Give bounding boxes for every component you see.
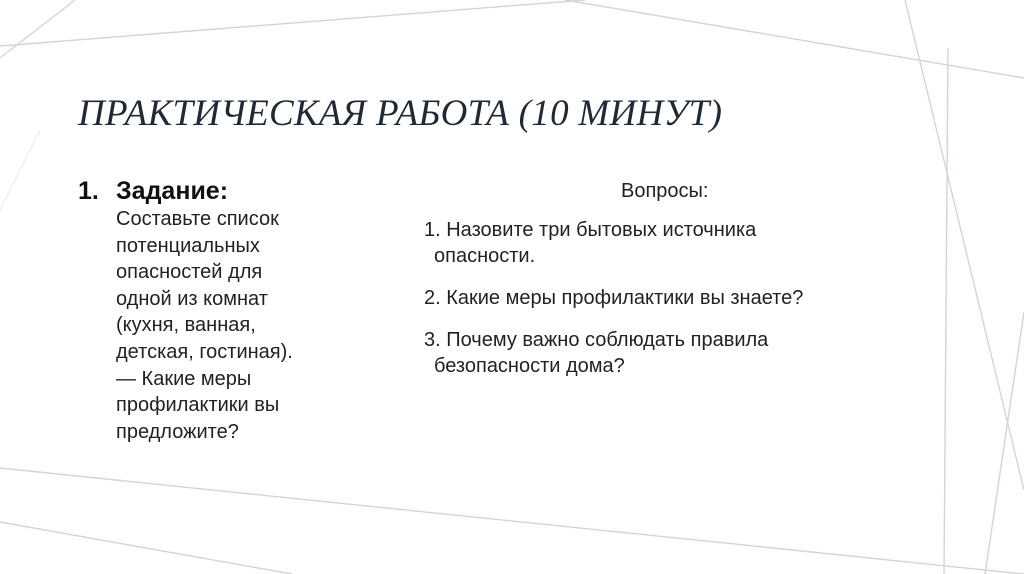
question-item-1 — [424, 217, 944, 269]
task-line: одной из комнат — [116, 287, 268, 310]
deco-line-top — [0, 0, 585, 46]
questions-title: Вопросы: — [621, 180, 709, 202]
task-line: предложите? — [116, 420, 239, 443]
deco-line-left — [0, 130, 40, 210]
question-text-continued: опасности. — [434, 245, 536, 267]
question-text: 2. Какие меры профилактики вы знаете? — [424, 287, 804, 309]
task-heading-row — [78, 176, 378, 206]
task-line: потенциальных — [116, 234, 260, 257]
deco-line-top-left — [0, 0, 75, 58]
questions-block — [424, 178, 944, 395]
deco-line-bottom-left — [0, 522, 292, 574]
task-line: профилактики вы — [116, 394, 280, 417]
task-number: 1. — [78, 177, 99, 205]
task-line: Составьте список — [116, 208, 279, 230]
question-text: 1. Назовите три бытовых источника — [424, 219, 757, 241]
question-text-continued: безопасности дома? — [434, 355, 625, 377]
question-text: 3. Почему важно соблюдать правила — [424, 329, 769, 351]
question-item-3 — [424, 327, 944, 379]
deco-line-bottom — [0, 468, 1024, 574]
task-text — [116, 206, 378, 445]
question-item-2 — [424, 285, 944, 311]
task-block — [78, 176, 378, 445]
task-line: — Какие меры — [116, 367, 252, 390]
deco-line-top-right — [565, 0, 1024, 78]
task-heading: Задание: — [116, 177, 229, 205]
task-line: опасностей для — [116, 261, 263, 284]
task-line: (кухня, ванная, — [116, 314, 256, 337]
slide-title: ПРАКТИЧЕСКАЯ РАБОТА (10 МИНУТ) — [78, 93, 723, 134]
task-line: детская, гостиная). — [116, 340, 293, 363]
